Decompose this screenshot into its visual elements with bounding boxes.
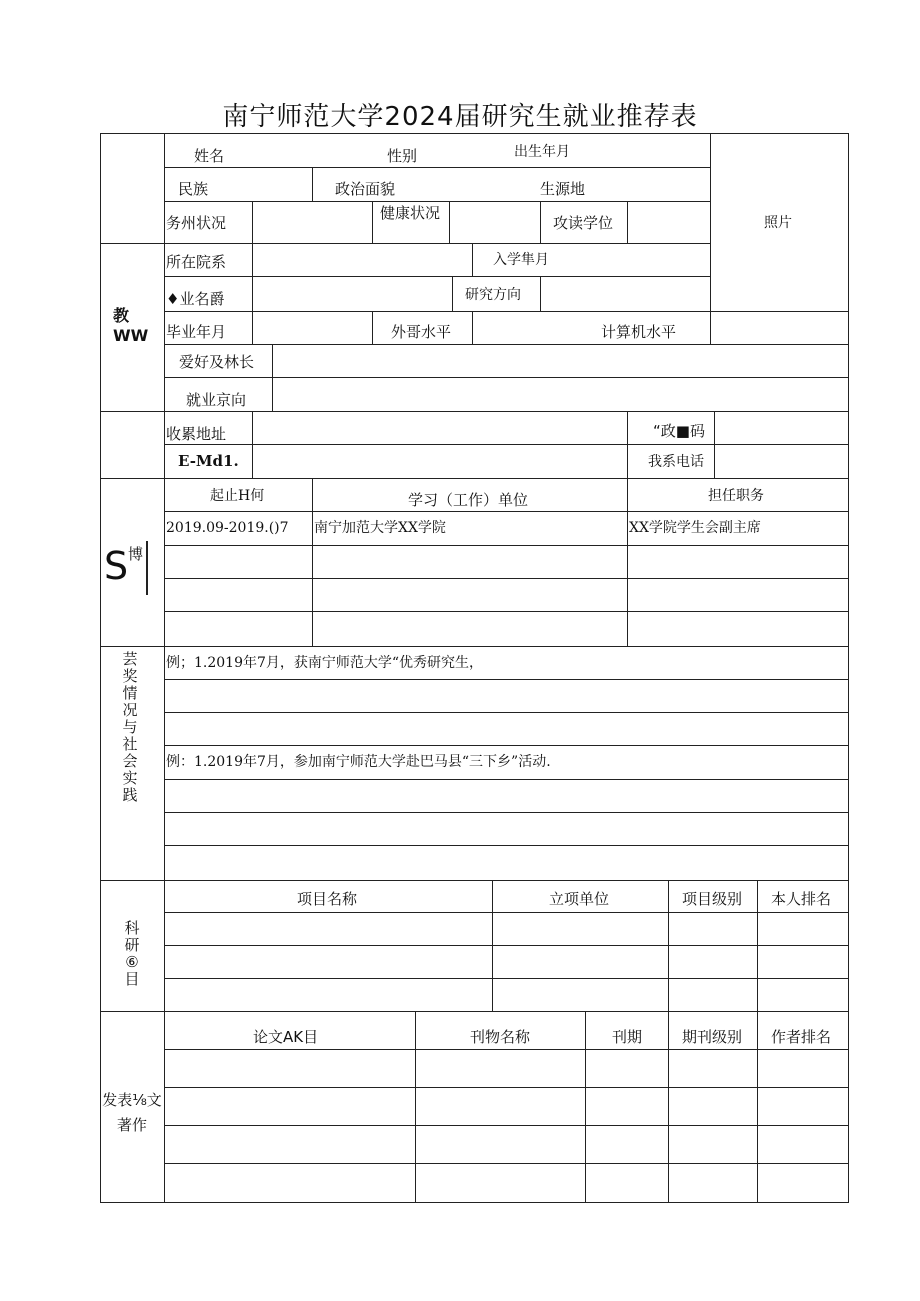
exp-header-position: 担任职务	[708, 488, 764, 504]
exp-row-1-period: 2019.09-2019.()7	[166, 520, 289, 536]
page-title: 南宁师范大学2024届研究生就业推荐表	[222, 102, 698, 132]
experience-section-mark: S	[104, 544, 129, 588]
proj-header-rank: 本人排名	[771, 890, 832, 908]
photo-label: 照片	[764, 215, 792, 231]
degree-label: 攻读学位	[553, 214, 614, 232]
paper-header-journal: 刊物名称	[470, 1028, 531, 1046]
hobbies-label: 爱好及林长	[179, 353, 255, 371]
experience-section-label: 博	[128, 545, 144, 563]
ethnicity-label: 民族	[178, 180, 209, 198]
research-label: 研究方向	[465, 287, 521, 303]
name-label: 姓名	[194, 147, 225, 165]
paper-header-rank: 作者排名	[771, 1028, 832, 1046]
projects-section-label: 科研⑥目	[124, 919, 140, 988]
education-section-label: 教WW	[113, 306, 149, 345]
major-label: ♦业名爵	[166, 290, 225, 308]
award-example-text: 例；1.2019年7月，获南宁师范大学“优秀研究生，	[166, 655, 484, 671]
phone-label: 我系电话	[648, 454, 704, 470]
marital-label: 务州状况	[166, 214, 227, 232]
email-label: E-Md1.	[178, 452, 239, 470]
gender-label: 性别	[387, 147, 418, 165]
intention-label: 就业京向	[186, 391, 247, 409]
exp-header-unit: 学习（工作）单位	[408, 491, 529, 509]
papers-section-label: 发表⅛文著作	[102, 1091, 162, 1134]
awards-section-label: 芸奖情况与社会实践	[122, 650, 138, 804]
exp-row-1-position: XX学院学生会副主席	[629, 520, 761, 536]
experience-section-bar	[146, 541, 148, 595]
proj-header-unit: 立项单位	[549, 890, 610, 908]
health-label: 健康状况	[380, 204, 441, 222]
paper-header-issue: 刊期	[612, 1028, 643, 1046]
proj-header-level: 项目级别	[682, 890, 743, 908]
paper-header-title: 论文AK目	[253, 1028, 319, 1046]
graduate-label: 毕业年月	[166, 323, 227, 341]
birth-label: 出生年月	[514, 144, 570, 160]
proj-header-name: 项目名称	[297, 890, 358, 908]
paper-header-level: 期刊级别	[682, 1028, 743, 1046]
enroll-label: 入学隼月	[493, 252, 549, 268]
computer-label: 计算机水平	[601, 323, 677, 341]
practice-example-text: 例：1.2019年7月，参加南宁师范大学赴巴马县“三下乡”活动.	[166, 754, 551, 770]
postcode-label: “政■码	[653, 422, 705, 440]
department-label: 所在院系	[166, 253, 227, 271]
exp-row-1-unit: 南宁加范大学XX学院	[314, 520, 446, 536]
address-label: 收累地址	[166, 425, 227, 443]
exp-header-period: 起止H何	[210, 488, 265, 504]
english-label: 外哥水平	[391, 323, 452, 341]
political-label: 政治面貌	[335, 180, 396, 198]
origin-label: 生源地	[540, 180, 586, 198]
